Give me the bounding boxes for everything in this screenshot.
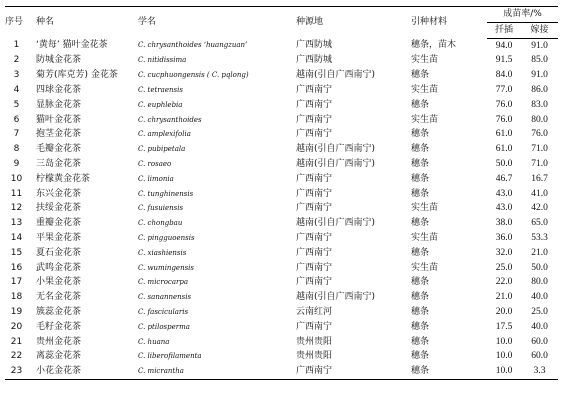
table-row [5, 275, 558, 290]
origin: 越南(引自广西南宁) [296, 144, 376, 155]
species-name: 平果金花茶 [36, 232, 82, 243]
table-row [5, 290, 558, 305]
grafting-rate: 53.3 [531, 232, 548, 243]
table-row [5, 305, 558, 320]
origin: 广西南宁 [296, 188, 333, 199]
origin: 广西南宁 [296, 114, 333, 125]
species-name: 抱茎金花茶 [36, 129, 82, 140]
species-name: 防城金花茶 [36, 55, 82, 66]
table-row [5, 231, 558, 246]
header-sci: 学名 [136, 7, 292, 39]
species-name: ‘黄每’ 猫叶金花茶 [36, 40, 108, 51]
row-index: 9 [13, 158, 20, 169]
header-origin: 种源地 [292, 7, 407, 39]
origin: 广西南宁 [296, 321, 333, 332]
row-index: 7 [13, 129, 20, 140]
grafting-rate: 3.3 [521, 364, 558, 379]
header-index: 序号 [5, 7, 32, 39]
header-rate-group: 成苗率/% [487, 7, 558, 23]
table-row [5, 172, 558, 187]
introduction-material: 穗条 [411, 173, 430, 184]
scientific-name: C. liberofilamenta [138, 352, 202, 361]
header-grafting: 嫁接 [521, 22, 558, 38]
species-name: 东兴金花茶 [36, 188, 82, 199]
origin: 广西南宁 [296, 247, 333, 258]
row-index: 18 [10, 292, 23, 303]
table-row [5, 53, 558, 68]
grafting-rate: 42.0 [531, 203, 548, 214]
row-index: 17 [10, 277, 23, 288]
grafting-rate: 41.0 [531, 188, 548, 199]
header-name: 种名 [32, 7, 136, 39]
introduction-material: 穗条 [411, 218, 430, 229]
scientific-name: C. pingguoensis [138, 233, 195, 242]
cutting-rate: 32.0 [495, 247, 513, 258]
scientific-name: C. ptilosperma [138, 322, 190, 331]
row-index: 6 [13, 114, 20, 125]
table-row [5, 246, 558, 261]
table-row [5, 113, 558, 128]
origin: 越南(引自广西南宁) [296, 70, 376, 81]
grafting-rate: 85.0 [531, 55, 548, 66]
origin: 广西南宁 [296, 129, 333, 140]
species-name: 猫叶金花茶 [36, 114, 82, 125]
introduction-material: 穗条 [411, 321, 430, 332]
introduction-material: 穗条 [411, 292, 430, 303]
introduction-material: 穗条 [411, 351, 430, 362]
introduction-material: 穗条 [411, 144, 430, 155]
table-row [5, 201, 558, 216]
grafting-rate: 40.0 [531, 321, 548, 332]
table-row [5, 216, 558, 231]
table-row [5, 261, 558, 276]
origin: 越南(引自广西南宁) [296, 218, 376, 229]
scientific-name: C. fusuiensis [138, 204, 184, 213]
origin: 广西防城 [296, 40, 333, 51]
grafting-rate: 86.0 [531, 84, 548, 95]
grafting-rate: 71.0 [531, 158, 548, 169]
cutting-rate: 10.0 [495, 351, 513, 362]
introduction-material: 穗条，苗木 [411, 40, 457, 51]
introduction-material: 穗条 [411, 188, 430, 199]
species-name: 离蕊金花茶 [36, 351, 82, 362]
scientific-name: C. microcarpa [138, 278, 189, 287]
grafting-rate: 65.0 [531, 218, 548, 229]
grafting-rate: 80.0 [531, 114, 548, 125]
table-header [5, 7, 558, 39]
species-name: 柠檬黄金花茶 [36, 173, 91, 184]
cutting-rate: 43.0 [495, 188, 513, 199]
table-row [5, 364, 558, 379]
cutting-rate: 36.0 [495, 232, 513, 243]
introduction-material: 穗条 [411, 129, 430, 140]
introduction-material: 穗条 [411, 306, 430, 317]
row-index: 20 [10, 321, 23, 332]
grafting-rate: 80.0 [531, 277, 548, 288]
scientific-name: C. chrysanthoides ‘huangzuan’ [138, 41, 248, 50]
origin: 广西南宁 [296, 232, 333, 243]
scientific-name: C. rosaeo [138, 159, 172, 168]
introduction-material: 穗条 [411, 336, 430, 347]
table-row [5, 142, 558, 157]
introduction-material: 实生苗 [411, 84, 439, 95]
seedling-rate-table [5, 6, 558, 380]
table-row [5, 83, 558, 98]
origin: 广西南宁 [296, 173, 333, 184]
row-index: 12 [10, 203, 23, 214]
cutting-rate: 43.0 [495, 203, 513, 214]
cutting-rate: 38.0 [495, 218, 513, 229]
introduction-material: 实生苗 [411, 114, 439, 125]
species-name: 三岛金花茶 [36, 158, 82, 169]
origin: 越南(引自广西南宁) [296, 292, 376, 303]
origin: 广西南宁 [296, 99, 333, 110]
cutting-rate: 61.0 [495, 129, 513, 140]
row-index: 15 [10, 247, 23, 258]
scientific-name: C. nitidissima [138, 56, 187, 65]
scientific-name: C. euphlebia [138, 100, 183, 109]
cutting-rate: 22.0 [495, 277, 513, 288]
row-index: 4 [13, 84, 20, 95]
scientific-name: C. xiashiensis [138, 248, 187, 257]
grafting-rate: 83.0 [531, 99, 548, 110]
scientific-name: C. amplexifolia [138, 130, 191, 139]
cutting-rate: 25.0 [495, 262, 513, 273]
row-index: 3 [13, 70, 20, 81]
grafting-rate: 76.0 [531, 129, 548, 140]
species-name: 贵州金花茶 [36, 336, 82, 347]
introduction-material: 穗条 [411, 247, 430, 258]
scientific-name: C. limonia [138, 174, 174, 183]
grafting-rate: 25.0 [531, 306, 548, 317]
cutting-rate: 50.0 [495, 158, 513, 169]
origin: 广西防城 [296, 55, 333, 66]
row-index: 21 [10, 336, 23, 347]
origin: 云南红河 [296, 306, 333, 317]
origin: 广西南宁 [296, 277, 333, 288]
scientific-name: C. fascicularis [138, 307, 189, 316]
grafting-rate: 50.0 [531, 262, 548, 273]
grafting-rate: 91.0 [531, 70, 548, 81]
row-index: 16 [10, 262, 23, 273]
species-name: 毛籽金花茶 [36, 321, 82, 332]
cutting-rate: 46.7 [495, 173, 513, 184]
grafting-rate: 40.0 [531, 292, 548, 303]
cutting-rate: 77.0 [495, 84, 513, 95]
scientific-name: C. wumingensis [138, 263, 194, 272]
scientific-name: C. sanannensis [138, 293, 192, 302]
row-index: 1 [13, 40, 20, 51]
introduction-material: 穗条 [407, 364, 487, 379]
origin: 广西南宁 [292, 364, 407, 379]
row-index: 5 [13, 99, 20, 110]
cutting-rate: 20.0 [495, 306, 513, 317]
scientific-name: C. cucphuongensis ( C. pqlong) [138, 71, 249, 80]
cutting-rate: 76.0 [495, 114, 513, 125]
header-cutting: 扦插 [487, 22, 521, 38]
species-name: 小花金花茶 [32, 364, 136, 379]
table-row [5, 349, 558, 364]
scientific-name: C. pubipetala [138, 145, 186, 154]
table-body [5, 38, 558, 379]
species-name: 小果金花茶 [36, 277, 82, 288]
table-row [5, 68, 558, 83]
species-name: 菊芳(库克芳) 金花茶 [36, 70, 118, 81]
species-name: 武鸣金花茶 [36, 262, 82, 273]
cutting-rate: 91.5 [495, 55, 513, 66]
cutting-rate: 61.0 [495, 144, 513, 155]
scientific-name: C. huana [138, 337, 170, 346]
row-index: 10 [10, 173, 23, 184]
species-name: 簇蕊金花茶 [36, 306, 82, 317]
cutting-rate: 84.0 [495, 70, 513, 81]
row-index: 2 [13, 55, 20, 66]
grafting-rate: 60.0 [531, 351, 548, 362]
row-index: 19 [10, 306, 23, 317]
species-name: 四球金花茶 [36, 84, 82, 95]
origin: 广西南宁 [296, 262, 333, 273]
row-index: 8 [13, 144, 20, 155]
table-row [5, 127, 558, 142]
introduction-material: 实生苗 [411, 232, 439, 243]
cutting-rate: 10.0 [487, 364, 521, 379]
introduction-material: 穗条 [411, 99, 430, 110]
table-row [5, 187, 558, 202]
row-index: 13 [10, 218, 23, 229]
scientific-name: C. chongbau [138, 219, 183, 228]
grafting-rate: 21.0 [531, 247, 548, 258]
grafting-rate: 60.0 [531, 336, 548, 347]
row-index: 23 [5, 364, 32, 379]
row-index: 22 [10, 351, 23, 362]
origin: 越南(引自广西南宁) [296, 158, 376, 169]
species-name: 无名金花茶 [36, 292, 82, 303]
species-name: 毛瓣金花茶 [36, 144, 82, 155]
header-material: 引种材料 [407, 7, 487, 39]
scientific-name: C. tetraensis [138, 85, 183, 94]
introduction-material: 穗条 [411, 277, 430, 288]
row-index: 11 [10, 188, 23, 199]
table-row [5, 98, 558, 113]
scientific-name: C. chrysanthoides [138, 115, 202, 124]
cutting-rate: 76.0 [495, 99, 513, 110]
introduction-material: 实生苗 [411, 55, 439, 66]
species-name: 重瓣金花茶 [36, 218, 82, 229]
cutting-rate: 94.0 [495, 40, 513, 51]
species-name: 显脉金花茶 [36, 99, 82, 110]
species-name: 扶绥金花茶 [36, 203, 82, 214]
origin: 广西南宁 [296, 203, 333, 214]
row-index: 14 [10, 232, 23, 243]
cutting-rate: 10.0 [495, 336, 513, 347]
grafting-rate: 16.7 [531, 173, 548, 184]
grafting-rate: 91.0 [531, 40, 548, 51]
scientific-name: C. micrantha [136, 364, 292, 379]
cutting-rate: 17.5 [495, 321, 513, 332]
cutting-rate: 21.0 [495, 292, 513, 303]
origin: 贵州贵阳 [296, 351, 333, 362]
grafting-rate: 71.0 [531, 144, 548, 155]
table-row [5, 320, 558, 335]
table-row [5, 335, 558, 350]
origin: 贵州贵阳 [296, 336, 333, 347]
introduction-material: 穗条 [411, 158, 430, 169]
table-row [5, 157, 558, 172]
introduction-material: 实生苗 [411, 262, 439, 273]
species-name: 夏石金花茶 [36, 247, 82, 258]
introduction-material: 穗条 [411, 70, 430, 81]
scientific-name: C. tunghinensis [138, 189, 194, 198]
origin: 广西南宁 [296, 84, 333, 95]
table-row [5, 38, 558, 53]
introduction-material: 实生苗 [411, 203, 439, 214]
